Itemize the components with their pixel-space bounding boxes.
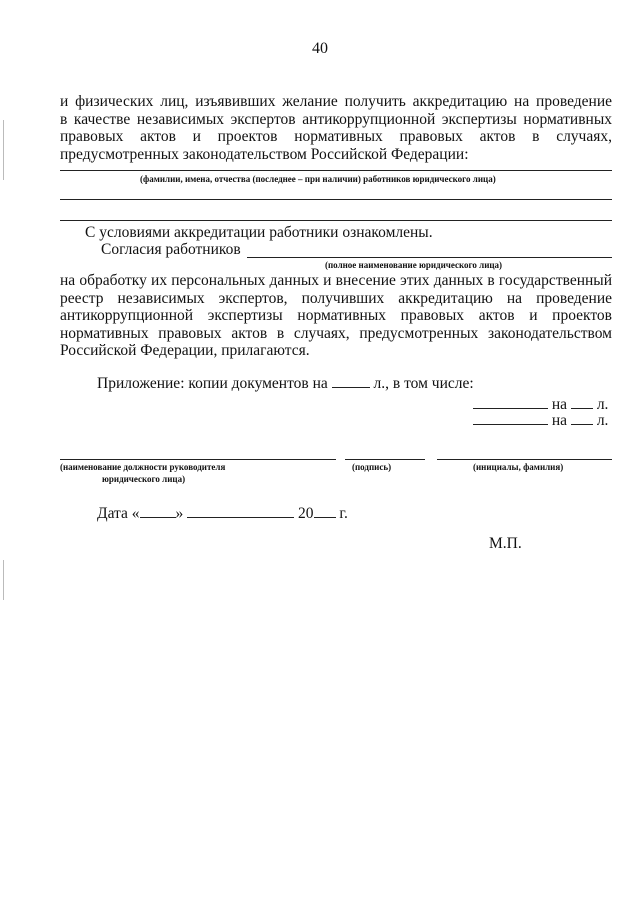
appendix-row-2 [473, 410, 608, 430]
appendix-row-pages-blank [571, 394, 593, 409]
name-caption: (инициалы, фамилия) [473, 462, 564, 472]
date-prefix: Дата « [97, 505, 140, 522]
consent-line: нормативных правовых актов в случаях, предусмотренных законодательством [60, 324, 612, 342]
position-fill-line [60, 459, 336, 460]
date-mid: » [175, 505, 184, 522]
appendix-pages-blank [332, 373, 370, 388]
employees-caption: (фамилии, имена, отчества (последнее – при наличии) работников юридического лица) [140, 174, 496, 184]
intro-line: в качестве независимых экспертов антикоррупционной экспертизы нормативных [60, 110, 612, 128]
appendix-row-l: л. [596, 412, 609, 429]
page-number: 40 [312, 40, 328, 57]
date-suffix: г. [339, 505, 348, 522]
intro-line: и физических лиц, изъявивших желание получить аккредитацию на проведение [60, 93, 612, 110]
signature-fill-line [345, 459, 425, 460]
employees-fill-line-3 [60, 220, 612, 221]
appendix-prefix: Приложение: копии документов на [97, 375, 328, 392]
consent-line: на обработку их персональных данных и внесение этих данных в государственный [60, 272, 612, 289]
intro-line: правовых актов и проектов нормативных правовых актов в случаях, [60, 128, 612, 145]
appendix-line [97, 373, 474, 393]
stamp-label: М.П. [489, 535, 522, 552]
consent-line: Российской Федерации, прилагаются. [60, 342, 310, 359]
position-caption: (наименование должности руководителя [60, 462, 226, 472]
scan-edge-mark [3, 560, 4, 600]
consent-line: антикоррупционной экспертизы нормативных правовых актов и проектов [60, 307, 612, 324]
appendix-row-on: на [551, 412, 568, 429]
date-year-prefix: 20 [298, 505, 314, 522]
legal-entity-caption: (полное наименование юридического лица) [325, 260, 503, 270]
appendix-row-on: на [551, 396, 568, 413]
intro-line: предусмотренных законодательством Российской Федерации: [60, 145, 469, 163]
consent-paragraph [60, 272, 612, 360]
consent-label: Согласия работников [101, 241, 241, 258]
legal-entity-fill-line [247, 257, 612, 258]
name-fill-line [437, 459, 612, 460]
employees-fill-line-2 [60, 199, 612, 200]
consent-line: реестр независимых экспертов, получивших аккредитацию на проведение [60, 289, 612, 307]
intro-paragraph [60, 93, 612, 163]
appendix-row-pages-blank [571, 410, 593, 425]
appendix-row-l: л. [596, 396, 609, 413]
date-year-blank [314, 503, 336, 518]
appendix-row-doc-blank [473, 410, 548, 425]
employees-fill-line [60, 170, 612, 171]
date-line [97, 503, 348, 523]
date-month-blank [187, 503, 294, 518]
position-caption-2: юридического лица) [102, 474, 186, 484]
appendix-row-doc-blank [473, 394, 548, 409]
conditions-text: С условиями аккредитации работники ознакомлены. [85, 224, 433, 241]
date-day-blank [140, 503, 176, 518]
scan-edge-mark [3, 120, 4, 180]
appendix-suffix: л., в том числе: [373, 375, 474, 392]
signature-caption: (подпись) [352, 462, 392, 472]
